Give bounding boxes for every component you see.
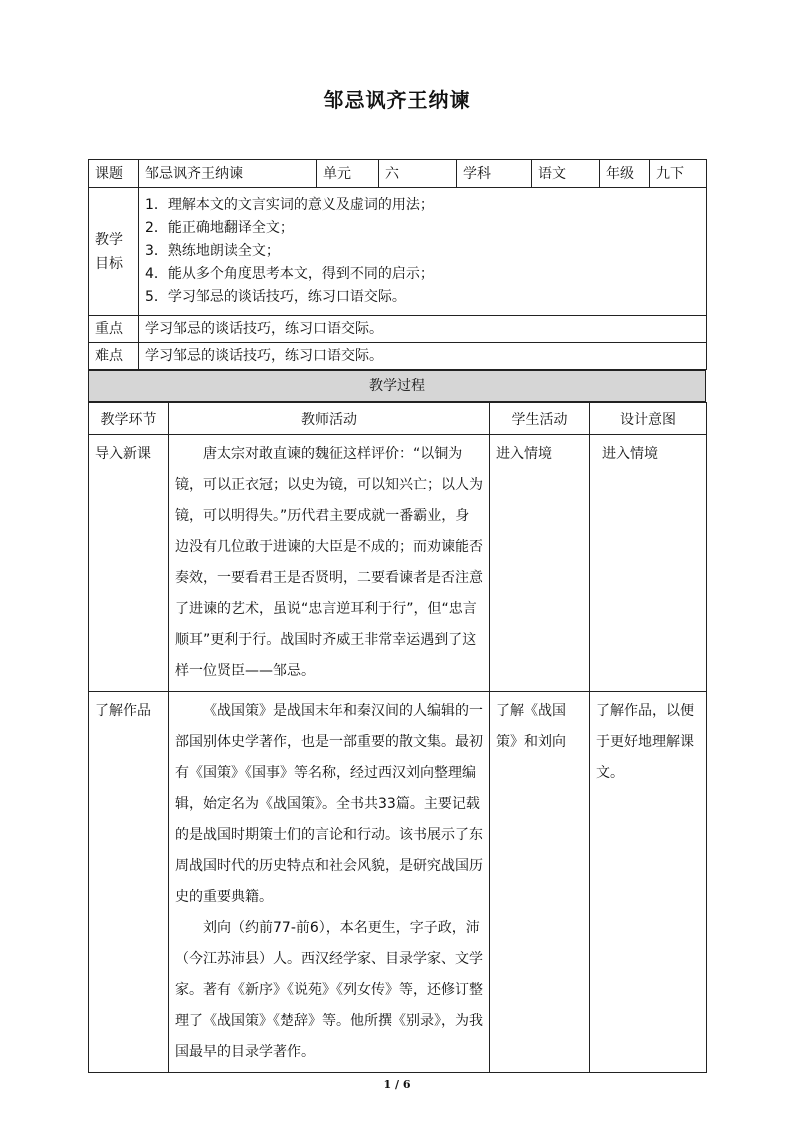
- objectives-label-line1: 教学: [95, 231, 123, 248]
- header-teacher: 教师活动: [169, 403, 490, 435]
- header-student: 学生活动: [490, 403, 590, 435]
- key-point-label: 重点: [89, 316, 139, 343]
- objective-item: 4．能从多个角度思考本文，得到不同的启示；: [145, 266, 434, 282]
- stage-cell: 导入新课: [89, 435, 169, 692]
- objectives-label-line2: 目标: [95, 255, 123, 272]
- grade-label: 年级: [600, 160, 650, 188]
- difficulty-row: [89, 343, 707, 370]
- teacher-paragraph: 唐太宗对敢直谏的魏征这样评价：“以铜为镜，可以正衣冠；以史为镜，可以知兴亡；以人为镜，可以明得失。”历代君主要成就一番霸业，身边没有几位敢于进谏的大臣是不成的；而劝谏能否奏效，一要看君王是否贤明，二要看谏者是否注意了进谏的艺术，虽说“忠言逆耳利于行”，但“忠言顺耳”更利于行。战国时齐威王非常幸运遇到了这样一位贤臣——邹忌。: [175, 446, 483, 679]
- teacher-cell: [169, 435, 490, 692]
- table-row: [89, 435, 707, 692]
- stage-cell: 了解作品: [89, 692, 169, 1073]
- teacher-paragraph: 《战国策》是战国末年和秦汉间的人编辑的一部国别体史学著作，也是一部重要的散文集。最初有《国策》《国事》等名称，经过西汉刘向整理编辑，始定名为《战国策》。全书共33篇。主要记载的是战国时期策士们的言论和行动。该书展示了东周战国时代的历史特点和社会风貌，是研究战国历史的重要典籍。: [175, 703, 483, 905]
- header-intent: 设计意图: [590, 403, 707, 435]
- page-number: 1 / 6: [383, 1078, 411, 1091]
- grade-value: 九下: [650, 160, 707, 188]
- course-value: 邹忌讽齐王纳谏: [139, 160, 317, 188]
- course-label: 课题: [89, 160, 139, 188]
- objectives-list: [139, 188, 707, 316]
- student-cell: 了解《战国策》和刘向: [490, 692, 590, 1073]
- teacher-paragraph: 刘向（约前77-前6），本名更生，字子政，沛（今江苏沛县）人。西汉经学家、目录学家、文学家。著有《新序》《说苑》《列女传》等，还修订整理了《战国策》《楚辞》等。他所撰《别录》，为我国最早的目录学著作。: [175, 920, 483, 1060]
- objective-item: 1．理解本文的文言实词的意义及虚词的用法；: [145, 197, 434, 213]
- intent-cell: 了解作品，以便于更好地理解课文。: [590, 692, 707, 1073]
- teacher-cell: [169, 692, 490, 1073]
- course-info-table: [88, 159, 707, 370]
- unit-value: 六: [379, 160, 457, 188]
- process-table: [88, 402, 707, 1073]
- difficulty-value: 学习邹忌的谈话技巧，练习口语交际。: [139, 343, 707, 370]
- subject-label: 学科: [457, 160, 532, 188]
- intent-cell: 进入情境: [590, 435, 707, 692]
- objective-item: 2．能正确地翻译全文；: [145, 220, 294, 236]
- header-stage: 教学环节: [89, 403, 169, 435]
- objectives-row: [89, 188, 707, 316]
- student-cell: 进入情境: [490, 435, 590, 692]
- difficulty-label: 难点: [89, 343, 139, 370]
- info-row: [89, 160, 707, 188]
- unit-label: 单元: [317, 160, 379, 188]
- objective-item: 5．学习邹忌的谈话技巧，练习口语交际。: [145, 289, 406, 305]
- process-title: 教学过程: [88, 370, 706, 402]
- table-row: [89, 692, 707, 1073]
- page-title: 邹忌讽齐王纳谏: [323, 88, 471, 112]
- process-header-row: [89, 403, 707, 435]
- key-point-value: 学习邹忌的谈话技巧，练习口语交际。: [139, 316, 707, 343]
- key-point-row: [89, 316, 707, 343]
- objective-item: 3．熟练地朗读全文；: [145, 243, 280, 259]
- objectives-label: [89, 188, 139, 316]
- subject-value: 语文: [532, 160, 600, 188]
